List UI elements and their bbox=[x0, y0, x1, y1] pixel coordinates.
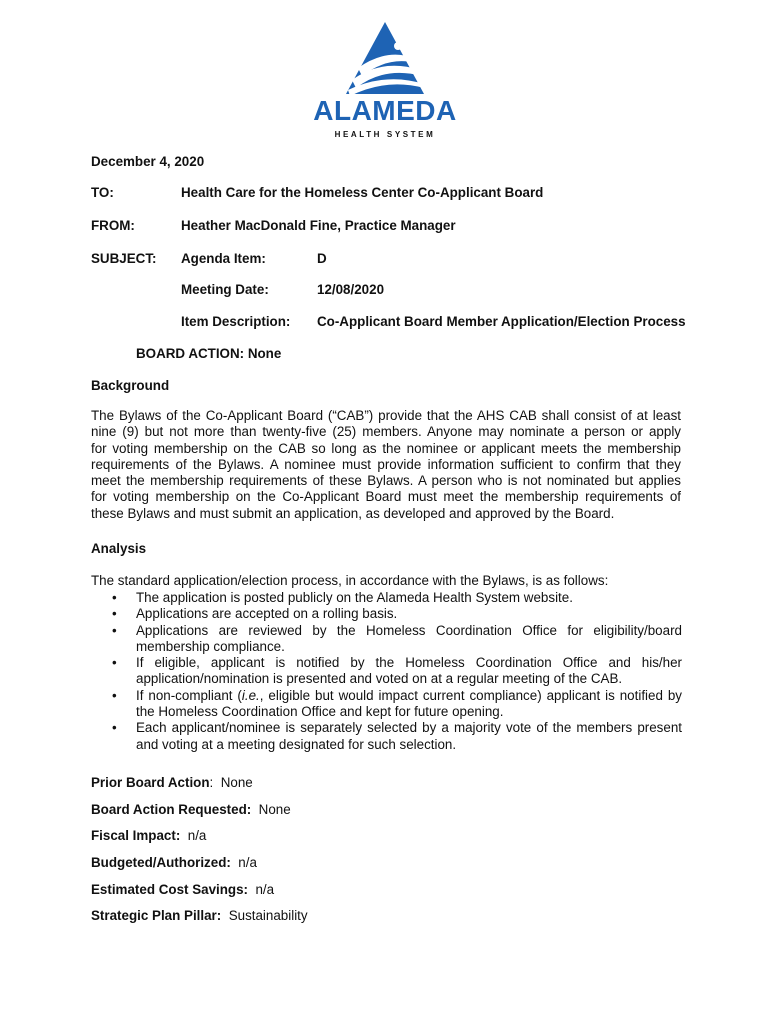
to-label: TO: bbox=[91, 185, 114, 200]
bullet-text: If eligible, applicant is notified by the Homeless Coordination Office and his/her bbox=[136, 655, 682, 671]
analysis-bullet-list bbox=[110, 590, 682, 753]
list-item bbox=[110, 590, 682, 606]
field-value: n/a bbox=[238, 855, 257, 870]
bullet-text-italic: i.e. bbox=[241, 687, 260, 703]
bullet-text: membership compliance. bbox=[136, 638, 285, 654]
bullet-text: and voting at a meeting designated for such selection. bbox=[136, 736, 457, 752]
item-description-label: Item Description: bbox=[181, 314, 291, 329]
field-fiscal-impact bbox=[91, 828, 206, 843]
meeting-date-label: Meeting Date: bbox=[181, 282, 269, 297]
bullet-icon: • bbox=[112, 687, 117, 703]
list-item bbox=[110, 688, 682, 721]
field-strategic-plan-pillar bbox=[91, 908, 308, 923]
item-description-value: Co-Applicant Board Member Application/Election Process bbox=[317, 314, 686, 329]
bullet-icon: • bbox=[112, 720, 117, 736]
bullet-text: Applications are reviewed by the Homeless Coordination Office for eligibility/board bbox=[136, 622, 682, 638]
field-board-action-requested bbox=[91, 802, 291, 817]
bullet-icon: • bbox=[112, 655, 117, 671]
paragraph-line: requirements of the Bylaws. A nominee must provide information sufficient to confirm that they bbox=[91, 456, 681, 472]
field-value: Sustainability bbox=[228, 908, 308, 923]
logo-triangle-icon bbox=[312, 18, 458, 98]
field-label: Prior Board Action bbox=[91, 775, 210, 790]
paragraph-line: for voting membership on the Co-Applicant Board must meet the membership requirements of bbox=[91, 489, 681, 505]
from-label: FROM: bbox=[91, 218, 135, 233]
paragraph-line: for voting membership on the CAB so long as the nominee or applicant meets the membership bbox=[91, 440, 681, 456]
bullet-text-part: If non-compliant ( bbox=[136, 687, 242, 703]
field-budgeted-authorized bbox=[91, 855, 257, 870]
list-item bbox=[110, 655, 682, 688]
field-label: Fiscal Impact: bbox=[91, 828, 181, 843]
bullet-text: application/nomination is presented and voted on at a regular meeting of the CAB. bbox=[136, 671, 623, 687]
field-value: n/a bbox=[255, 882, 275, 897]
logo-wordmark: ALAMEDA bbox=[313, 95, 457, 126]
bullet-text: Applications are accepted on a rolling basis. bbox=[136, 606, 398, 622]
bullet-text-part: , eligible but would impact current compliance) applicant is notified by bbox=[259, 687, 682, 703]
analysis-heading: Analysis bbox=[91, 541, 147, 556]
bullet-text: the Homeless Coordination Office and kept for future opening. bbox=[136, 704, 504, 720]
background-heading: Background bbox=[91, 378, 170, 393]
bullet-text: Each applicant/nominee is separately selected by a majority vote of the members present bbox=[136, 720, 682, 736]
logo-subtitle: HEALTH SYSTEM bbox=[334, 130, 436, 139]
analysis-intro: The standard application/election process, in accordance with the Bylaws, is as follows: bbox=[91, 573, 609, 588]
agenda-item-value: D bbox=[317, 251, 327, 266]
field-estimated-cost-savings bbox=[91, 882, 274, 897]
alameda-logo bbox=[312, 18, 458, 142]
field-label: Estimated Cost Savings: bbox=[91, 882, 249, 897]
board-action: BOARD ACTION: None bbox=[136, 346, 282, 361]
memo-date: December 4, 2020 bbox=[91, 154, 205, 169]
field-label: Strategic Plan Pillar: bbox=[91, 908, 222, 923]
bullet-icon: • bbox=[112, 606, 117, 622]
paragraph-line: The Bylaws of the Co-Applicant Board (“CAB”) provide that the AHS CAB shall consist of at least bbox=[91, 408, 681, 423]
meeting-date-value: 12/08/2020 bbox=[317, 282, 385, 297]
list-item bbox=[110, 720, 682, 753]
paragraph-line: meet the membership requirements of these Bylaws. A person who is not nominated but applies bbox=[91, 473, 681, 489]
agenda-item-label: Agenda Item: bbox=[181, 251, 266, 266]
field-value: None bbox=[258, 802, 291, 817]
bullet-icon: • bbox=[112, 622, 117, 638]
field-label: Budgeted/Authorized: bbox=[91, 855, 231, 870]
field-value: n/a bbox=[187, 828, 207, 843]
paragraph-line: nine (9) but not more than twenty-five (25) members. Anyone may nominate a person or apply bbox=[91, 424, 681, 440]
field-prior-board-action bbox=[91, 775, 253, 790]
bullet-text bbox=[136, 688, 682, 704]
bullet-text: The application is posted publicly on the Alameda Health System website. bbox=[136, 590, 573, 605]
bullet-icon: • bbox=[112, 590, 117, 605]
from-value: Heather MacDonald Fine, Practice Manager bbox=[181, 218, 456, 233]
paragraph-line: these Bylaws and must submit an application, as developed and approved by the Board. bbox=[91, 505, 615, 521]
list-item bbox=[110, 606, 682, 622]
field-separator: : bbox=[209, 775, 214, 790]
field-label: Board Action Requested: bbox=[91, 802, 252, 817]
subject-label: SUBJECT: bbox=[91, 251, 157, 266]
to-value: Health Care for the Homeless Center Co-Applicant Board bbox=[181, 185, 544, 200]
field-value: None bbox=[220, 775, 253, 790]
list-item bbox=[110, 623, 682, 656]
background-paragraph bbox=[91, 408, 681, 522]
